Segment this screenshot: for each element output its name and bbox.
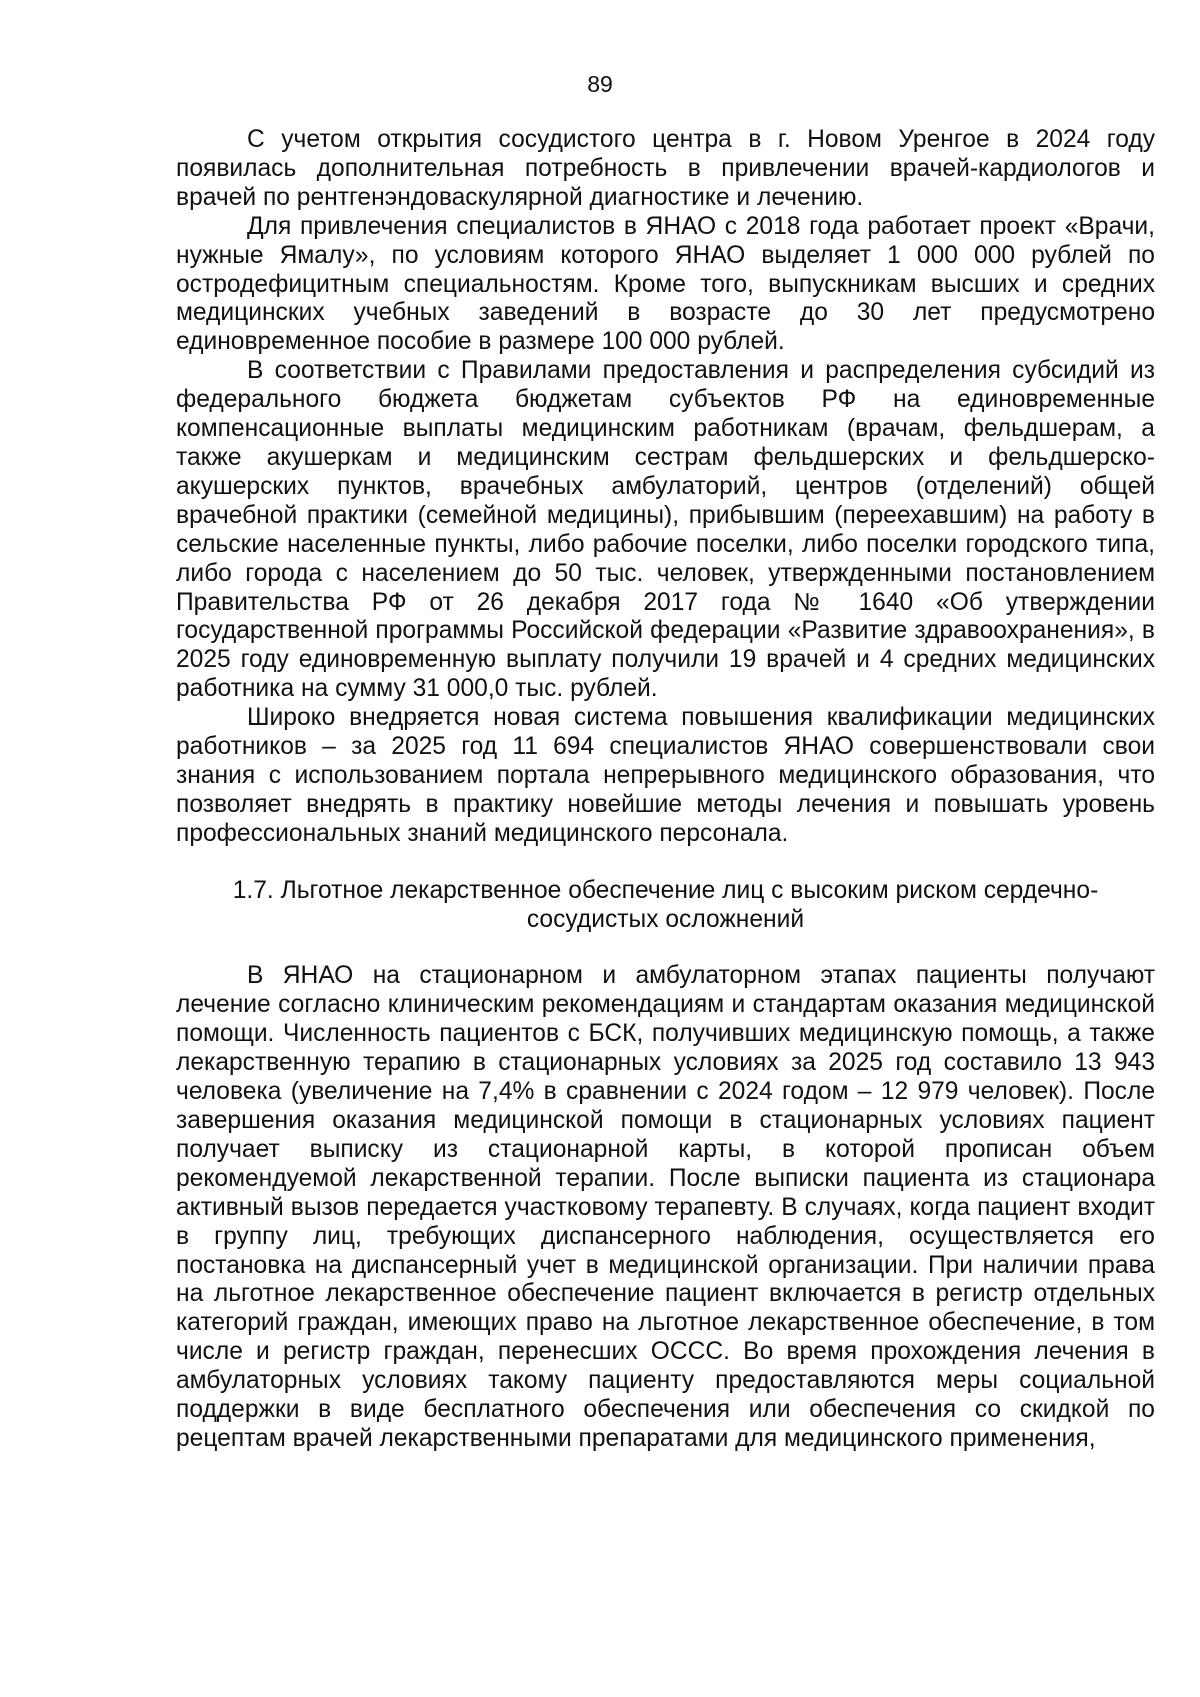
page-number: 89 bbox=[587, 71, 613, 97]
paragraph-new-urengoy-center: С учетом открытия сосудистого центра в г. Новом Уренгое в 2024 году появилась дополнительная потребность в привлечении врачей-кардиологов и врачей по рентгенэндоваскулярной диагностике и лечению. bbox=[176, 126, 1155, 211]
section-heading bbox=[176, 877, 1155, 935]
page-body bbox=[176, 126, 1155, 1454]
section-heading-line-2: сосудистых осложнений bbox=[526, 905, 805, 933]
paragraph-qualification-system: Широко внедряется новая система повышения квалификации медицинских работников – за 2025 год 11 694 специалистов ЯНАО совершенствовали свои знания с использованием портала непрерывного медицинского образования, что позволяет внедрять в практику новейшие методы лечения и повышать уровень профессиональных знаний медицинского персонала. bbox=[176, 704, 1155, 847]
paragraph-compensation-payments: В соответствии с Правилами предоставления и распределения субсидий из федерального бюджета бюджетам субъектов РФ на единовременные компенсационные выплаты медицинским работникам (врачам, фельдшерам, а также акушеркам и медицинским сестрам фельдшерских и фельдшерско-акушерских пунктов, врачебных амбулаторий, центров (отделений) общей врачебной практики (семейной медицины), прибывшим (переехавшим) на работу в сельские населенные пункты, либо рабочие поселки, либо поселки городского типа, либо города с населением до 50 тыс. человек, утвержденными постановлением Правительства РФ от 26 декабря 2017 года № 1640 «Об утверждении государственной программы Российской федерации «Развитие здравоохранения», в 2025 году единовременную выплату получили 19 врачей и 4 средних медицинских работника на сумму 31 000,0 тыс. рублей. bbox=[176, 357, 1155, 703]
paragraph-doctors-yamal-project: Для привлечения специалистов в ЯНАО с 2018 года работает проект «Врачи, нужные Ямалу», по условиям которого ЯНАО выделяет 1 000 000 рублей по остродефицитным специальностям. Кроме того, выпускникам высших и средних медицинских учебных заведений в возрасте до 30 лет предусмотрено единовременное пособие в размере 100 000 рублей. bbox=[176, 212, 1155, 356]
section-heading-line-1: 1.7. Льготное лекарственное обеспечение лиц с высоким риском сердечно- bbox=[232, 876, 1099, 904]
paragraph-treatment-stages: В ЯНАО на стационарном и амбулаторном этапах пациенты получают лечение согласно клиническим рекомендациям и стандартам оказания медицинской помощи. Численность пациентов с БСК, получивших медицинскую помощь, а также лекарственную терапию в стационарных условиях за 2025 год составило 13 943 человека (увеличение на 7,4% в сравнении с 2024 годом – 12 979 человек). После завершения оказания медицинской помощи в стационарных условиях пациент получает выписку из стационарной карты, в которой прописан объем рекомендуемой лекарственной терапии. После выписки пациента из стационара активный вызов передается участковому терапевту. В случаях, когда пациент входит в группу лиц, требующих диспансерного наблюдения, осуществляется его постановка на диспансерный учет в медицинской организации. При наличии права на льготное лекарственное обеспечение пациент включается в регистр отдельных категорий граждан, имеющих право на льготное лекарственное обеспечение, в том числе и регистр граждан, перенесших ОССС. Во время прохождения лечения в амбулаторных условиях такому пациенту предоставляются меры социальной поддержки в виде бесплатного обеспечения или обеспечения со скидкой по рецептам врачей лекарственными препаратами для медицинского применения, bbox=[176, 962, 1155, 1452]
